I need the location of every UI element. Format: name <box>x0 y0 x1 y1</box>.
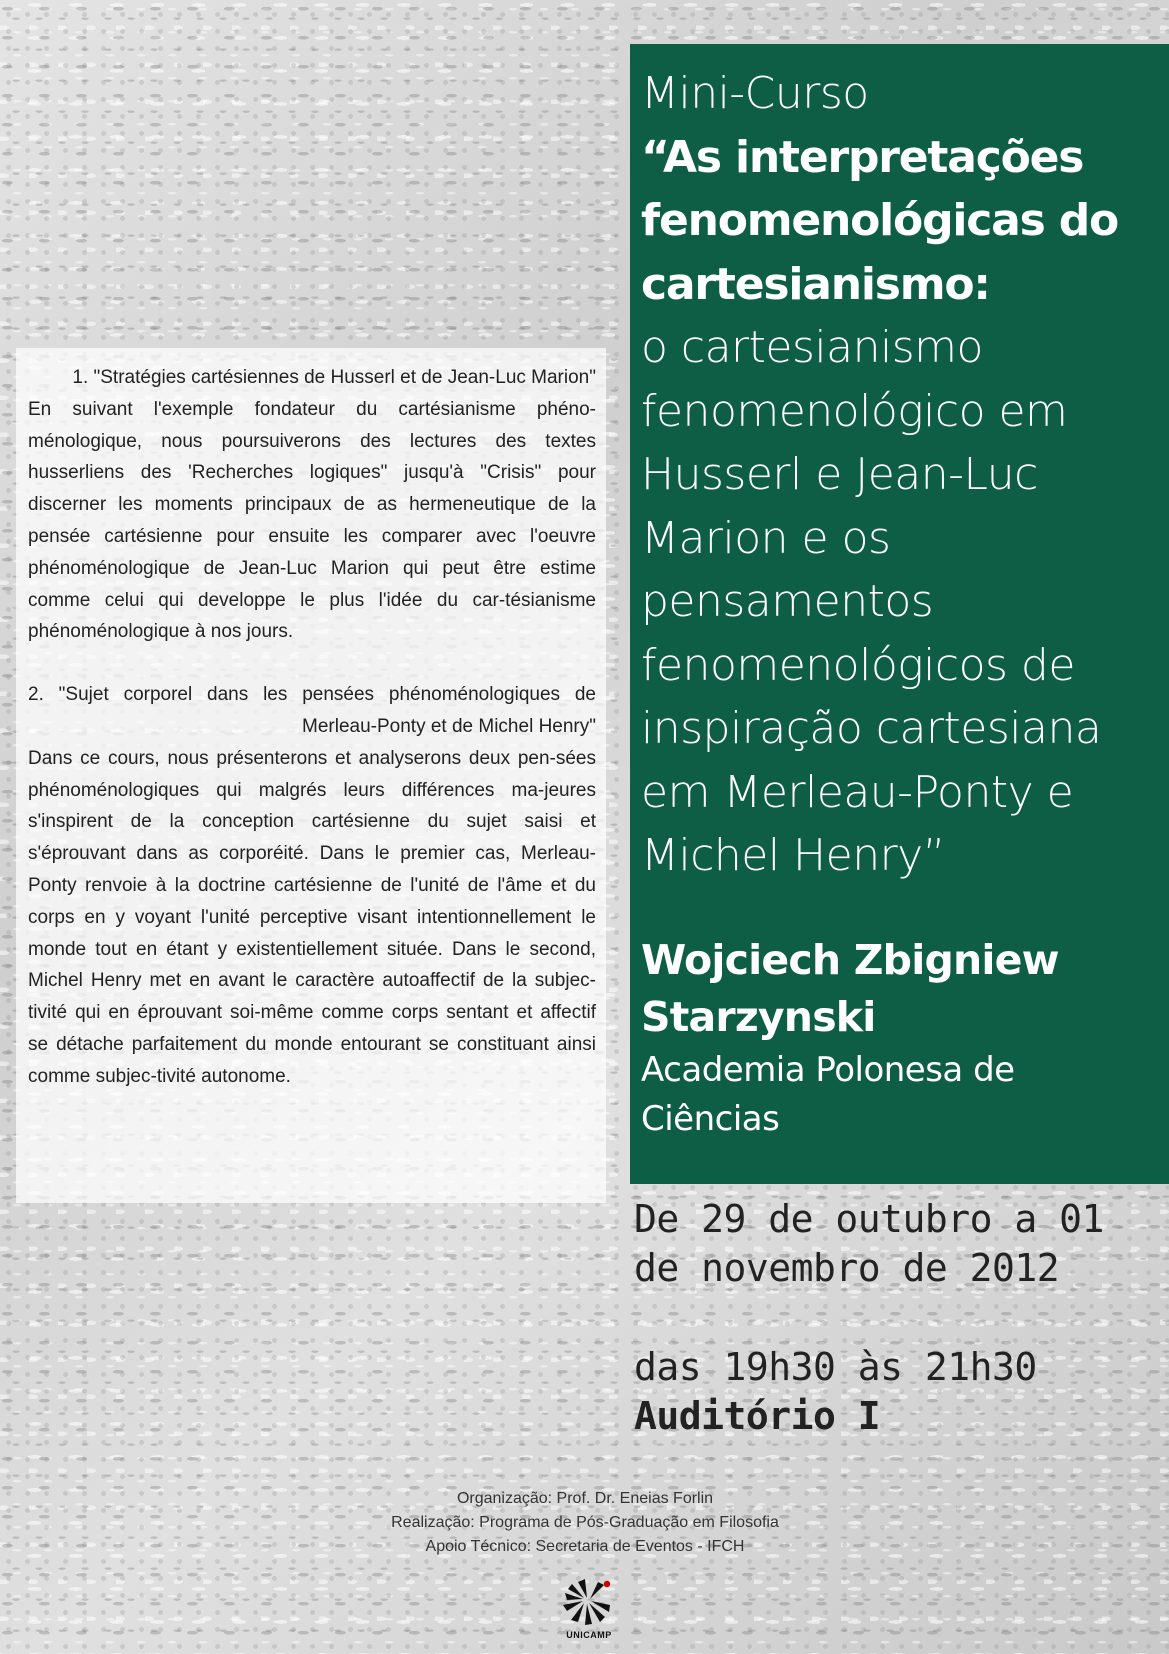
course-title-line-3: cartesianismo: <box>641 258 990 310</box>
item1-title: 1. "Stratégies cartésiennes de Husserl et de Jean-Luc Marion" <box>72 367 596 388</box>
author-line-1: Wojciech Zbigniew <box>641 935 1059 984</box>
course-subtitle-line-6: fenomenológicos de <box>641 639 1075 691</box>
item2-title: 2. "Sujet corporel dans les pensées phénoménologiques de Merleau-Ponty et de Michel Henry" <box>28 684 596 737</box>
institution-line-1: Academia Polonesa de <box>641 1049 1015 1090</box>
course-subtitle-line-1: o cartesianismo <box>641 322 983 373</box>
course-title-box <box>630 44 1169 1184</box>
course-subtitle-line-8: em Merleau-Ponty e <box>641 766 1074 818</box>
author-name <box>641 932 1161 1046</box>
course-subtitle-line-5: pensamentos <box>641 576 934 627</box>
author-institution <box>641 1046 1161 1144</box>
course-title-line-2: fenomenológicas do <box>641 195 1119 246</box>
course-subtitle-line-2: fenomenológico em <box>641 385 1068 437</box>
course-subtitle-line-7: inspiração cartesiana <box>641 703 1102 754</box>
abstract-text <box>28 362 596 1093</box>
unicamp-logo <box>556 1573 622 1641</box>
item1-body: En suivant l'exemple fondateur du cartésianisme phéno-ménologique, nous poursuiverons des lectures des textes husserliens des 'Recherches logiques" jusqu'à "Crisis" pour discerner les moments principaux de as hermeneutique de la pensée cartésienne pour ensuite les comparer avec l'oeuvre phénoménologique de Jean-Luc Marion qui peut être estime comme celui qui developpe le plus l'idée du car-tésianisme phénoménologique à nos jours. <box>28 398 596 643</box>
credit-support: Apoio Técnico: Secretaria de Eventos - IFCH <box>425 1538 745 1555</box>
spacer <box>28 648 596 679</box>
time-text: das 19h30 às 21h30 <box>634 1345 1037 1389</box>
course-subtitle-line-3: Husserl e Jean-Luc <box>641 449 1038 500</box>
course-title-line-1: “As interpretações <box>641 131 1084 183</box>
logo-red-dot <box>604 1581 610 1587</box>
logo-text: UNICAMP <box>566 1630 612 1640</box>
date-line-1: De 29 de outubro a 01 <box>634 1197 1104 1241</box>
author-line-2: Starzynski <box>641 992 876 1041</box>
credits-block <box>300 1487 870 1559</box>
credit-organization: Organização: Prof. Dr. Eneias Forlin <box>456 1490 714 1507</box>
credit-realization: Realização: Programa de Pós-Graduação em Filosofia <box>391 1514 779 1531</box>
course-kind: Mini-Curso <box>641 68 869 119</box>
institution-line-2: Ciências <box>641 1098 780 1139</box>
schedule-block <box>634 1195 1164 1441</box>
unicamp-logo-icon <box>556 1573 622 1631</box>
date-line-2: de novembro de 2012 <box>634 1246 1060 1290</box>
item2-body: Dans ce cours, nous présenterons et analyserons deux pen-sées phénoménologiques qui malgrés leurs différences ma-jeures s'inspirent de la conception cartésienne du sujet saisi et s'éprouvant dans as corporéité. Dans le premier cas, Merleau-Ponty renvoie à la doctrine cartésienne de l'unité de l'âme et du corps en y voyant l'unité perceptive visant intentionnellement le monde tout en étant y existentiellement située. Dans le second, Michel Henry met en avant le caractère autoaffectif de la subjec-tivité qui en éprouvant soi-même comme corps sentant et affectif se détache parfaitement du monde entourant se constituant ainsi comme subjec-tivité autonome. <box>28 747 596 1087</box>
course-subtitle-line-9: Michel Henry” <box>641 830 946 881</box>
course-subtitle-line-4: Marion e os <box>641 512 891 564</box>
room-text: Auditório I <box>634 1394 881 1438</box>
